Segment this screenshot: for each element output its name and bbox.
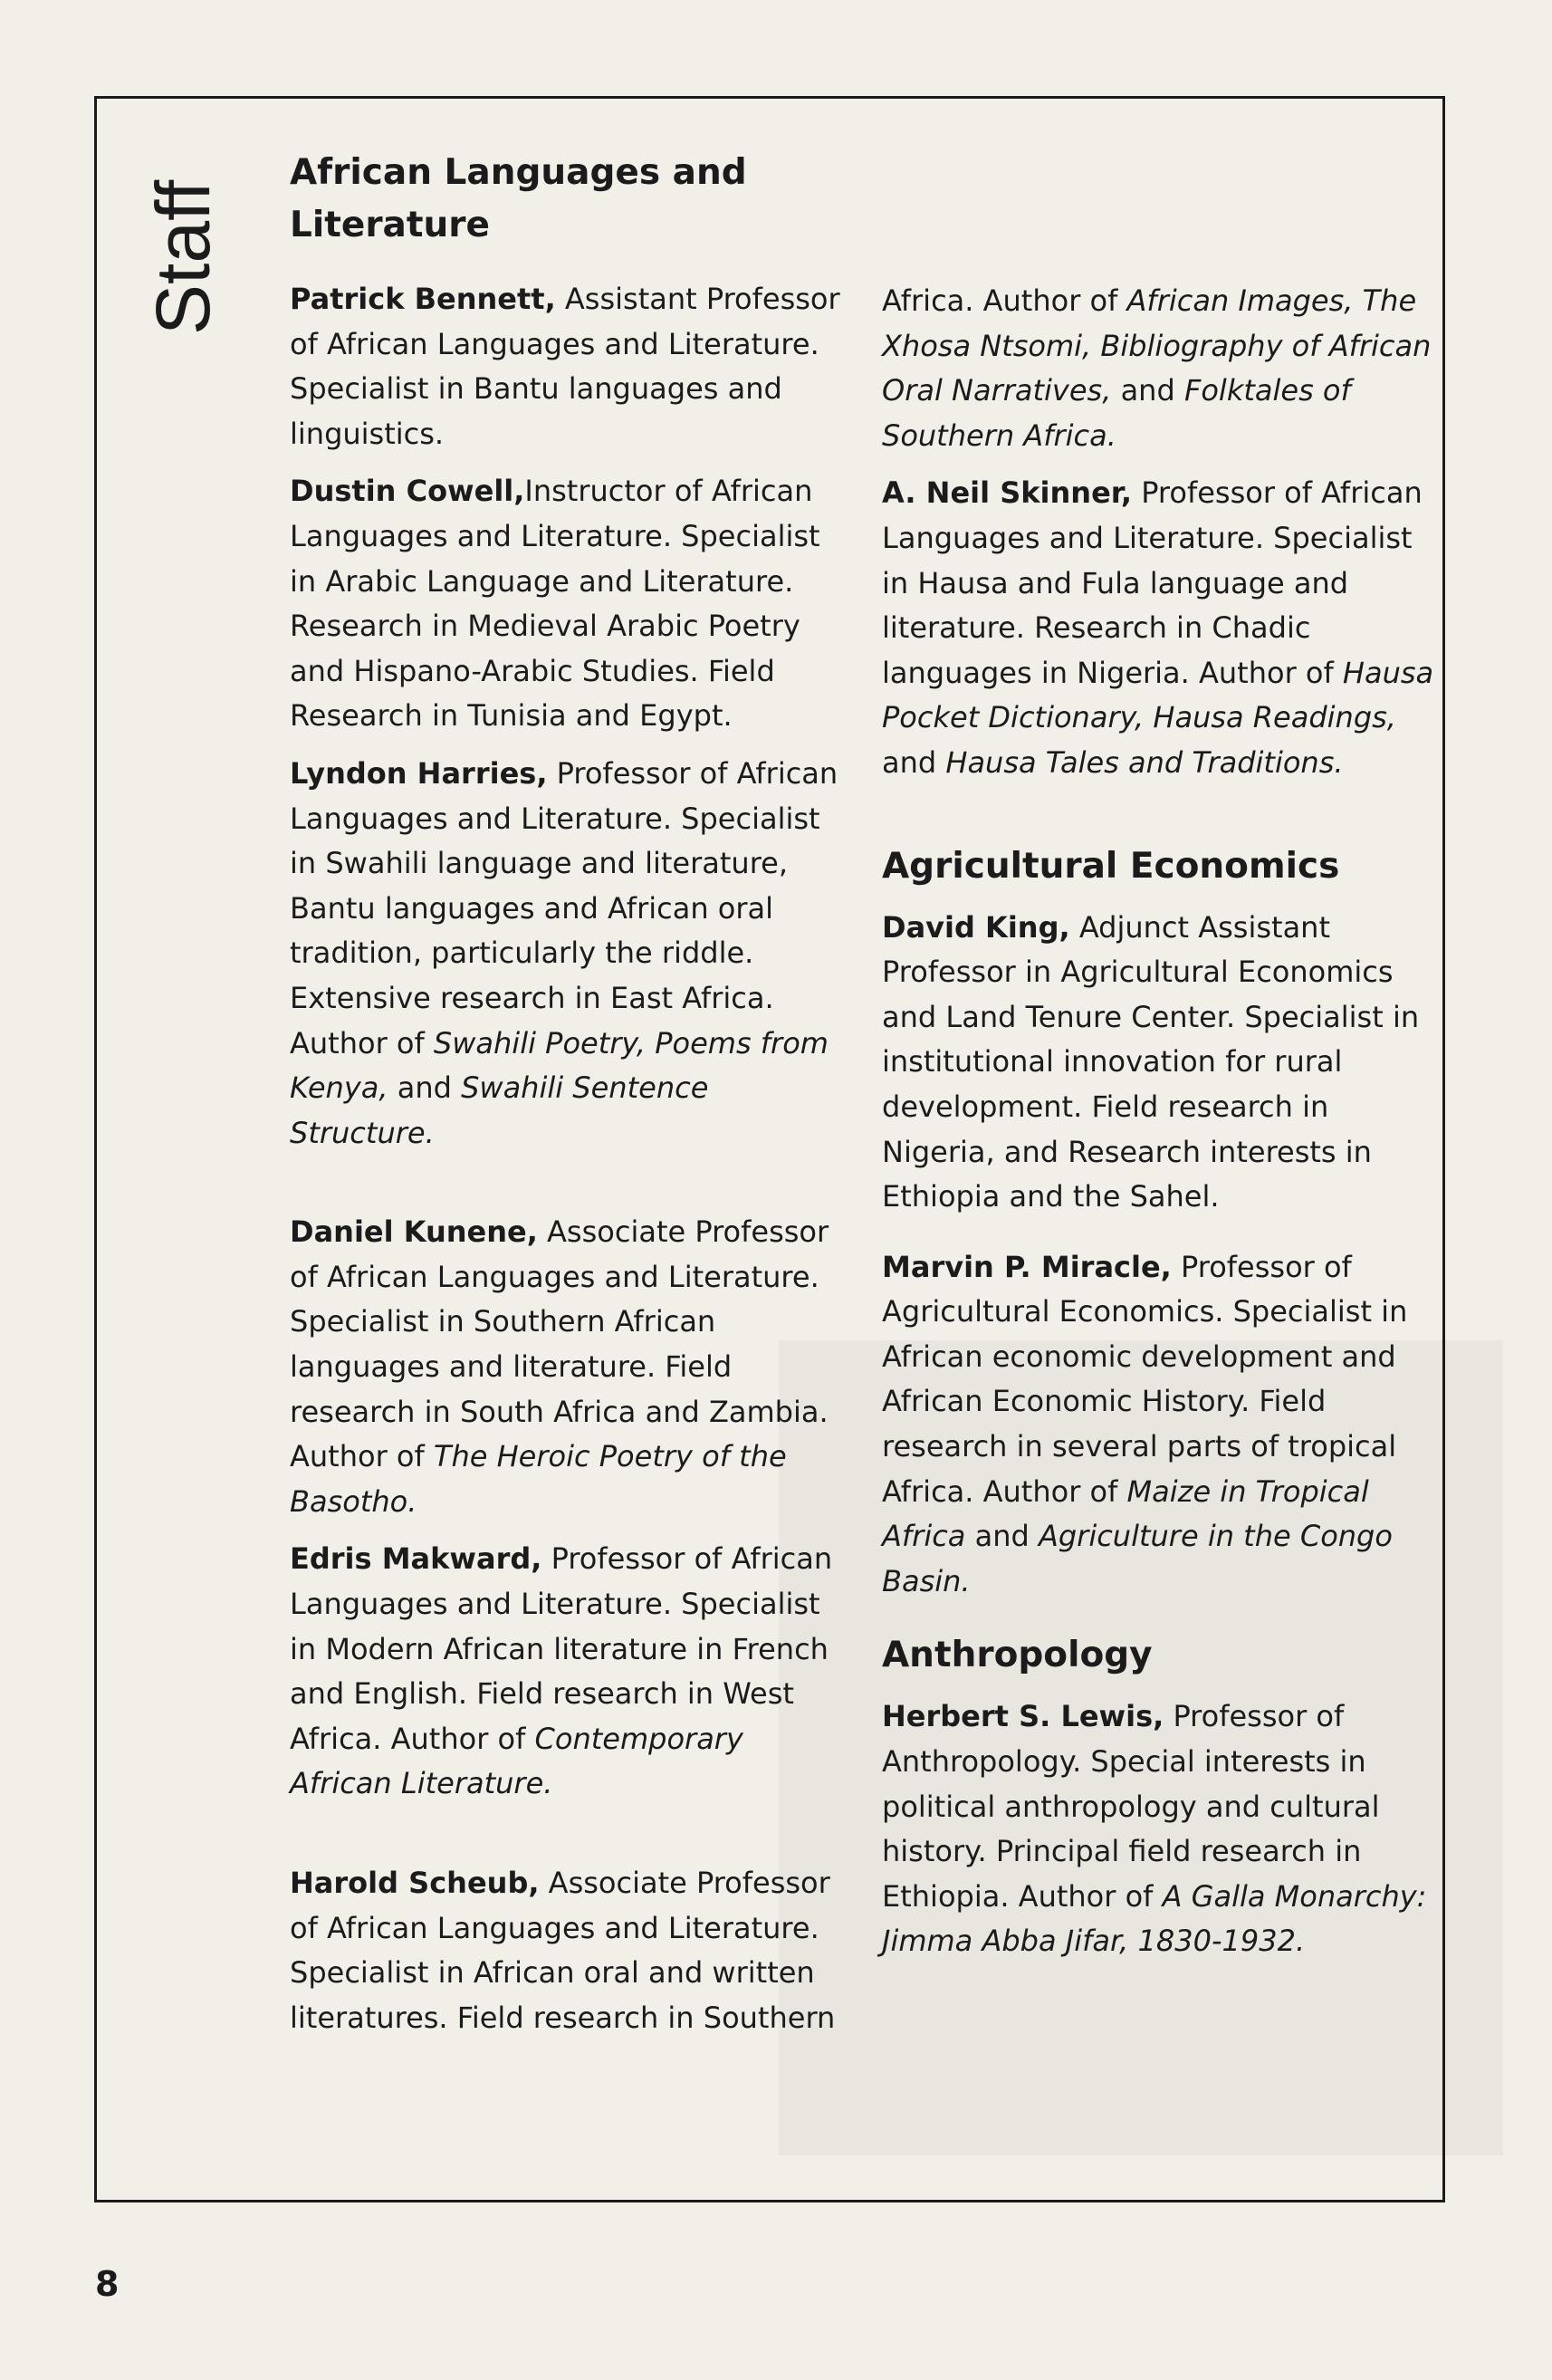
- section-heading-anthropology: Anthropology: [882, 1635, 1153, 1676]
- entry-name: Daniel Kunene,: [290, 1214, 538, 1250]
- entry-text: Assistant Professor of African Languages and Literature. Specialist in Bantu languages and linguistics.: [290, 282, 840, 451]
- entry-name: Harold Scheub,: [290, 1866, 540, 1900]
- entry-cowell: [290, 469, 851, 739]
- entry-works-2: Agriculture in the Congo Basin.: [882, 1519, 1393, 1598]
- entry-text: Instructor of African Languages and Literature. Specialist in Arabic Language and Literature. Research in Medieval Arabic Poetry and Hispano-Arabic Studies. Field Research in Tunisia and Egypt.: [290, 474, 820, 734]
- entry-conjunction: and: [974, 1519, 1030, 1554]
- entry-miracle: [882, 1245, 1443, 1605]
- entry-kunene: [290, 1210, 851, 1524]
- entry-works-2: Swahili Sentence Structure.: [290, 1070, 709, 1150]
- section-heading-agricultural-economics: Agricultural Economics: [882, 845, 1340, 887]
- entry-conjunction: and: [1120, 373, 1175, 408]
- entry-works: A Galla Monarchy: Jimma Abba Jifar, 1830-1932.: [882, 1878, 1427, 1959]
- entry-name: Dustin Cowell,: [290, 474, 525, 509]
- entry-text: Africa. Author of: [882, 283, 1118, 318]
- entry-harries: [290, 752, 851, 1156]
- entry-name: Patrick Bennett,: [290, 282, 556, 316]
- entry-name: Lyndon Harries,: [290, 755, 548, 791]
- left-column: [290, 147, 851, 2040]
- entry-conjunction: and: [397, 1070, 452, 1106]
- entry-name: Edris Makward,: [290, 1541, 542, 1577]
- section-heading-african-languages: African Languages and Literature: [290, 152, 747, 245]
- entry-lewis: [882, 1694, 1443, 1964]
- entry-conjunction: and: [882, 744, 937, 780]
- entry-text: Associate Professor of African Languages and Literature. Specialist in Southern African languages and literature. Field research in South Africa and Zambia. Author of: [290, 1214, 829, 1474]
- entry-text: Professor of African Languages and Literature. Specialist in Swahili language and literature, Bantu languages and African oral tradition, particularly the riddle. Extensive research in East Africa. Author of: [290, 755, 838, 1060]
- entry-works: The Heroic Poetry of the Basotho.: [290, 1439, 787, 1519]
- entry-text: Professor of African Languages and Literature. Specialist in Modern African literature in French and English. Field research in West Africa. Author of: [290, 1541, 833, 1756]
- entry-works: Contemporary African Literature.: [290, 1721, 743, 1801]
- entry-text: Professor of Agricultural Economics. Specialist in African economic development and African Economic History. Field research in several parts of tropical Africa. Author of: [882, 1249, 1408, 1509]
- entry-bennett: [290, 277, 851, 456]
- entry-king: [882, 906, 1443, 1220]
- entry-works: Maize in Tropical Africa: [882, 1473, 1369, 1554]
- right-column: [882, 279, 1443, 1964]
- entry-skinner: [882, 471, 1443, 785]
- entry-name: David King,: [882, 909, 1070, 945]
- entry-works: African Images, The Xhosa Ntsomi, Bibliography of African Oral Narratives,: [882, 283, 1432, 408]
- side-title: Staff: [140, 179, 225, 335]
- entry-name: Marvin P. Miracle,: [882, 1249, 1172, 1284]
- entry-works-2: Folktales of Southern Africa.: [882, 373, 1351, 453]
- entry-name: Herbert S. Lewis,: [882, 1699, 1164, 1734]
- entry-makward: [290, 1537, 851, 1807]
- entry-name: A. Neil Skinner,: [882, 475, 1133, 511]
- entry-works: Hausa Pocket Dictionary, Hausa Readings,: [882, 655, 1434, 735]
- entry-text: Associate Professor of African Languages and Literature. Specialist in African oral and written literatures. Field research in Southern: [290, 1866, 836, 2035]
- entry-text: Professor of African Languages and Literature. Specialist in Hausa and Fula language and literature. Research in Chadic languages in Nigeria. Author of: [882, 475, 1423, 690]
- entry-works-2: Hausa Tales and Traditions.: [945, 744, 1344, 780]
- entry-text: Professor of Anthropology. Special interests in political anthropology and cultural history. Principal field research in Ethiopia. Author of: [882, 1699, 1380, 1914]
- page-number: 8: [95, 2264, 120, 2304]
- entry-works: Swahili Poetry, Poems from Kenya,: [290, 1025, 829, 1106]
- entry-scheub: [290, 1861, 851, 2040]
- entry-scheub-continued: [882, 279, 1443, 458]
- entry-text: Adjunct Assistant Professor in Agricultural Economics and Land Tenure Center. Specialist in institutional innovation for rural development. Field research in Nigeria, and Research interests in Ethiopia and the Sahel.: [882, 909, 1420, 1214]
